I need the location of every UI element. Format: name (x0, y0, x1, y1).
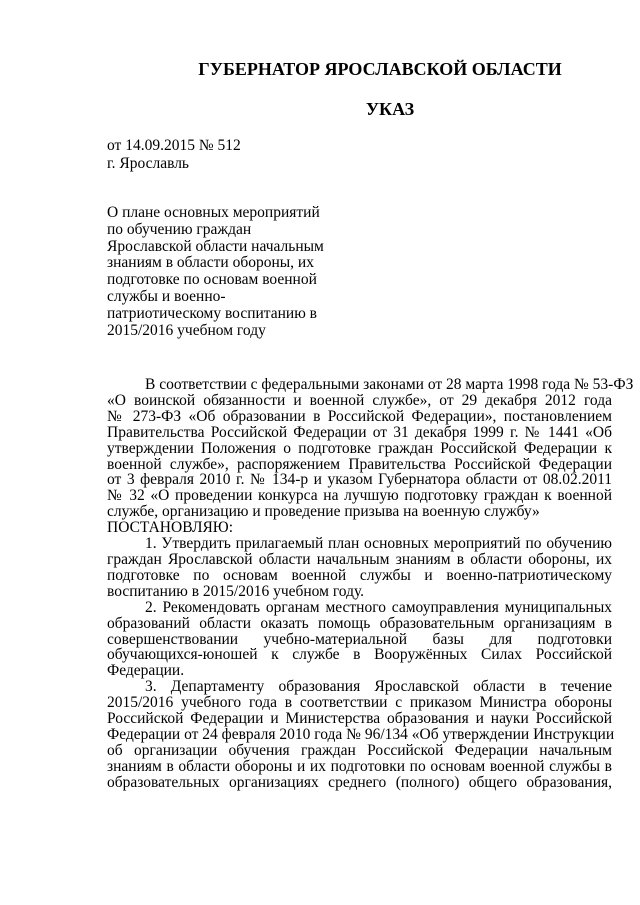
item-line: совершенствовании учебно-материальной базы для подготовки (107, 630, 612, 648)
subject-line: знаниям в области обороны, их (107, 254, 314, 272)
decree-body (107, 376, 634, 791)
item-line: 2. Рекомендовать органам местного самоуправления муниципальных (145, 598, 612, 616)
preamble-line: утверждении Положения о подготовке граждан Российской Федерации к (107, 439, 612, 457)
decree-item-3 (107, 678, 615, 791)
document-header-governor: ГУБЕРНАТОР ЯРОСЛАВСКОЙ ОБЛАСТИ (198, 59, 562, 79)
item-line: Федерации от 24 февраля 2010 года № 96/134 «Об утверждении Инструкции (107, 725, 615, 743)
subject-line: 2015/2016 учебном году (107, 321, 266, 339)
preamble-line: № 273-ФЗ «Об образовании в Российской Федерации», постановлением (107, 407, 612, 425)
preamble-paragraph (107, 376, 634, 521)
item-line: подготовке по основам военной службы и военно-патриотическому (107, 566, 612, 584)
preamble-line: военной службе», распоряжением Правительства Российской Федерации (107, 455, 612, 473)
preamble-line: В соответствии с федеральными законами от 28 марта 1998 года № 53-ФЗ (145, 376, 634, 393)
item-line: образовательных организациях среднего (полного) общего образования, (107, 773, 612, 791)
item-line: 2015/2016 учебного года в соответствии с приказом Министра обороны (107, 694, 612, 712)
item-line: обучающихся-юношей к службе в Вооружённых Силах Российской (107, 646, 612, 664)
item-line: знаниям в области обороны и их подготовки по основам военной службы в (107, 757, 612, 775)
preamble-line: «О воинской обязанности и военной службе», от 29 декабря 2012 года (107, 391, 612, 409)
subject-line: О плане основных мероприятий (107, 204, 320, 221)
preamble-line: № 32 «О проведении конкурса на лучшую подготовку граждан к военной (107, 487, 612, 505)
subject-line: Ярославской области начальным (107, 237, 324, 255)
decree-word (107, 520, 612, 536)
item-line: граждан Ярославской области начальным знаниям в области обороны, их (107, 550, 612, 568)
item-line: 1. Утвердить прилагаемый план основных мероприятий по обучению (145, 535, 612, 553)
item-line: воспитанию в 2015/2016 учебном году. (107, 582, 365, 600)
decree-word-text: ПОСТАНОВЛЯЮ: (107, 519, 234, 537)
item-line: об организации обучения граждан Российской Федерации начальным (107, 741, 612, 759)
preamble-line: Правительства Российской Федерации от 31 декабря 1999 г. № 1441 «Об (107, 423, 612, 441)
item-line: Российской Федерации и Министерства образования и науки Российской (107, 710, 612, 728)
decree-date-number: от 14.09.2015 № 512 (107, 137, 241, 154)
item-line: образований области оказать помощь образовательным организациям в (107, 614, 612, 632)
subject-line: по обучению граждан (107, 220, 252, 238)
decree-subject (107, 205, 347, 339)
item-line: 3. Департаменту образования Ярославской области в течение (145, 678, 612, 696)
preamble-line: от 3 февраля 2010 г. № 134-р и указом Губернатора области от 08.02.2011 (107, 471, 612, 489)
item-line: Федерации. (107, 662, 185, 680)
decree-item-2 (107, 600, 612, 680)
decree-city: г. Ярославль (107, 155, 189, 172)
decree-item-1 (107, 536, 612, 600)
document-type-title: УКАЗ (365, 99, 415, 119)
subject-line: патриотическому воспитанию в (107, 304, 317, 322)
subject-line: службы и военно- (107, 287, 226, 305)
subject-line: подготовке по основам военной (107, 271, 317, 289)
preamble-line: службе, организацию и проведение призыва на военную службу» (107, 503, 540, 521)
